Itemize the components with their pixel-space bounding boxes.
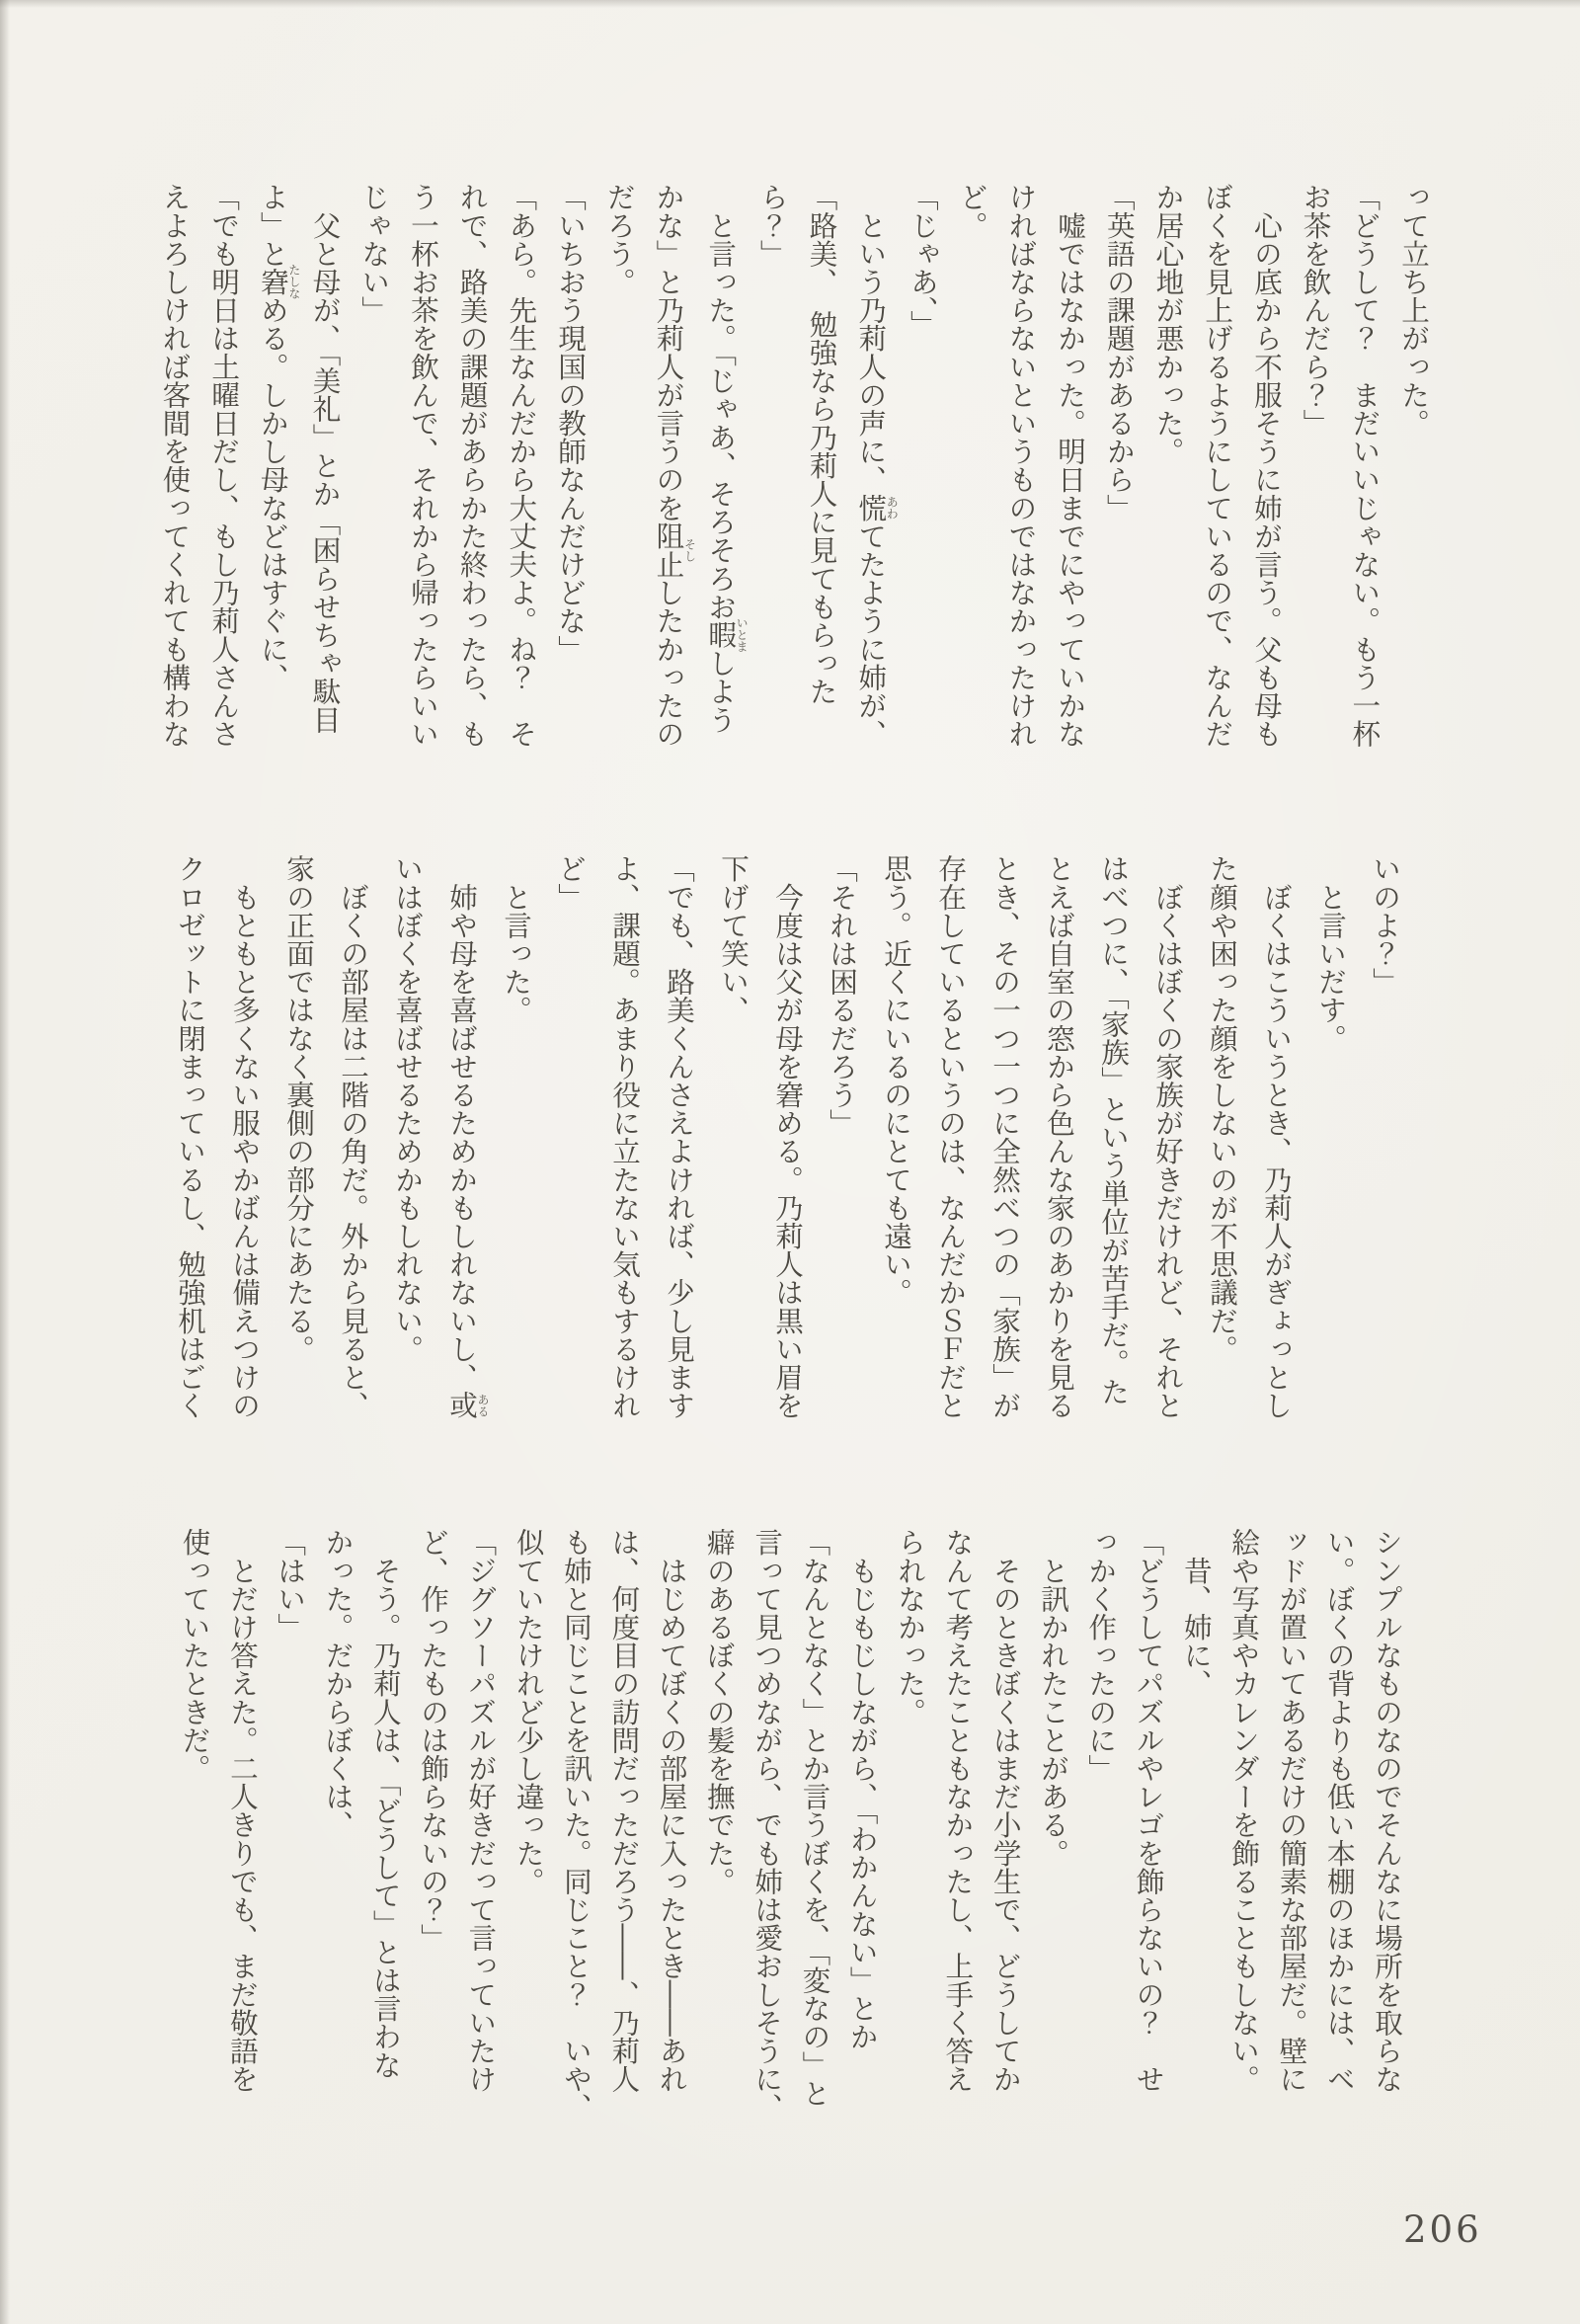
text-column: 「英語の課題があるから」 — [1102, 183, 1137, 522]
ruby-annotated-kanji: 暇いとま — [704, 616, 750, 653]
text-column: ければならないというものではなかったけれ — [1004, 183, 1039, 748]
text-column: シンプルなものなのでそんなに場所を取らな — [1371, 1528, 1404, 2093]
text-column: 「どうして？ まだいいじゃない。もう一杯 — [1348, 183, 1382, 748]
text-column: ぼくを見上げるようにしているので、なんだ — [1201, 183, 1235, 748]
text-column: えよろしければ客間を使ってくれても構わな — [158, 183, 193, 748]
scan-edge-top-shadow — [0, 0, 1580, 8]
text-column: だろう。 — [602, 183, 637, 296]
text-column: かった。だからぼくは、 — [321, 1528, 356, 1839]
text-column: と言った。「じゃあ、そろそろお暇いとましよう — [704, 183, 750, 734]
text-column: はじめてぼくの部屋に入ったとき――あれ — [655, 1528, 689, 2093]
text-column: よ」と窘たしなめる。しかし母などはすぐに、 — [256, 183, 301, 691]
text-column: ぼくはぼくの家族が好きだけれど、それと — [1151, 854, 1185, 1419]
text-column: ど」 — [554, 854, 588, 912]
text-column: じゃない」 — [357, 183, 392, 324]
text-column: もともと多くない服やかばんは備えつけの — [228, 854, 262, 1419]
ruby-annotated-kanji: 窘たしな — [256, 264, 301, 300]
text-column: なんて考えたこともなかったし、上手く答え — [941, 1528, 976, 2093]
text-column: いのよ？」 — [1369, 854, 1402, 996]
text-column: 父と母が、「美礼」とか「困らせちゃ駄目 — [308, 183, 343, 734]
text-column: 似ていたけれど少し違った。 — [512, 1528, 546, 1895]
text-column: 「あら。先生なんだから大丈夫よ。ね？ そ — [505, 183, 539, 748]
text-column: 今度は父が母を窘める。乃莉人は黒い眉を — [771, 854, 805, 1419]
text-column: 癖のあるぼくの髪を撫でた。 — [702, 1528, 737, 1895]
text-column: 「じゃあ、」 — [906, 183, 940, 339]
text-column: 心の底から不服そうに姉が言う。父も母も — [1249, 183, 1284, 748]
text-column: 家の正面ではなく裏側の部分にあたる。 — [282, 854, 316, 1363]
text-column: ど、作ったものは飾らないの？」 — [417, 1528, 451, 1952]
text-column: 「ジグソーパズルが好きだって言っていたけ — [464, 1528, 499, 2093]
text-column: という乃莉人の声に、慌あわてたように姉が、 — [854, 183, 900, 749]
text-column: 言って見つめながら、でも姉は愛おしそうに、 — [750, 1528, 785, 2122]
page-number: 206 — [1403, 2208, 1482, 2251]
text-band-middle — [163, 854, 1412, 1419]
text-column: 「いちおう現国の教師なんだけどな」 — [554, 183, 589, 664]
text-column: もじもじしながら、「わかんない」とか — [845, 1528, 880, 2051]
text-column: 思う。近くにいるのにとても遠い。 — [880, 854, 913, 1307]
text-column: お茶を飲んだら？」 — [1299, 183, 1333, 438]
text-band-bottom — [171, 1528, 1411, 2122]
text-column: よ、課題。あまり役に立たない気もするけれ — [608, 854, 642, 1419]
text-column: そのときぼくはまだ小学生で、どうしてか — [988, 1528, 1023, 2093]
text-column: 「それは困るだろう」 — [826, 854, 859, 1137]
text-column: う一杯お茶を飲んで、それから帰ったらいい — [406, 183, 440, 748]
text-column: いはぼくを喜ばせるためかもしれない。 — [391, 854, 425, 1363]
text-column: は、何度目の訪問だっただろう――、乃莉人 — [607, 1528, 642, 2093]
text-column: 絵や写真やカレンダーを飾ることもしない。 — [1227, 1528, 1262, 2093]
text-column: ら？」 — [755, 183, 790, 268]
ruby-annotated-kanji: 慌あわ — [854, 493, 900, 522]
text-column: か居心地が悪かった。 — [1151, 183, 1186, 465]
text-band-top — [150, 183, 1438, 748]
text-column: い。ぼくの背よりも低い本棚のほかには、ベ — [1322, 1528, 1357, 2093]
text-column: 嘘ではなかった。明日までにやっていかな — [1054, 183, 1088, 748]
text-column: とだけ答えた。二人きりでも、まだ敬語を — [225, 1528, 260, 2093]
scan-edge-left-shadow — [0, 0, 10, 2324]
text-column: 下げて笑い、 — [717, 854, 750, 1024]
text-column: 姉や母を喜ばせるためかもしれないし、或ある — [445, 854, 490, 1420]
text-column: とえば自室の窓から色んな家のあかりを見る — [1043, 854, 1076, 1419]
text-column: 「路美、 勉強なら乃莉人に見てもらった — [805, 183, 839, 706]
text-column: 「なんとなく」とか言うぼくを、「変なの」と — [798, 1528, 832, 2108]
text-column: 「はい」 — [274, 1528, 308, 1642]
text-column: ッドが置いてあるだけの簡素な部屋だ。壁に — [1275, 1528, 1309, 2093]
ruby-annotated-kanji: 或ある — [445, 1391, 490, 1420]
text-column: 「でも、路美くんさえよければ、少し見ます — [663, 854, 696, 1419]
text-column: ど。 — [955, 183, 989, 240]
text-column: とき、その一つ一つに全然べつの「家族」が — [988, 854, 1022, 1419]
text-column: 「でも明日は土曜日だし、もし乃莉人さんさ — [207, 183, 242, 748]
text-column: 使っていたときだ。 — [178, 1528, 212, 1783]
text-column: っかく作ったのに」 — [1084, 1528, 1119, 1783]
text-column: そう。乃莉人は、「どうして」とは言わな — [368, 1528, 403, 2079]
text-column: も姉と同じことを訊いた。同じこと？ いや、 — [559, 1528, 593, 2122]
text-column: た顔や困った顔をしないのが不思議だ。 — [1206, 854, 1239, 1363]
text-column: ぼくの部屋は二階の角だ。外から見ると、 — [337, 854, 370, 1419]
text-column: ぼくはこういうとき、乃莉人がぎょっとし — [1260, 854, 1294, 1419]
text-column: と言った。 — [500, 854, 533, 1024]
ruby-annotated-kanji: 阻止そし — [652, 521, 697, 579]
text-column: 存在しているというのは、なんだかＳＦだと — [934, 854, 968, 1419]
text-column: はべつに、「家族」という単位が苦手だ。た — [1097, 854, 1131, 1405]
text-column: 昔、姉に、 — [1179, 1528, 1214, 1698]
text-column: 「どうしてパズルやレゴを飾らないの？ せ — [1132, 1528, 1166, 2093]
text-column: られなかった。 — [894, 1528, 928, 1726]
text-column: と言いだす。 — [1314, 854, 1348, 1053]
text-column: かな」と乃莉人が言うのを阻止そししたかったの — [652, 183, 697, 749]
text-column: クロゼットに閉まっているし、勉強机はごく — [174, 854, 207, 1419]
text-column: と訊かれたことがある。 — [1036, 1528, 1070, 1868]
text-column: って立ち上がった。 — [1397, 183, 1431, 438]
text-column: れで、路美の課題があらかた終わったら、も — [455, 183, 490, 748]
